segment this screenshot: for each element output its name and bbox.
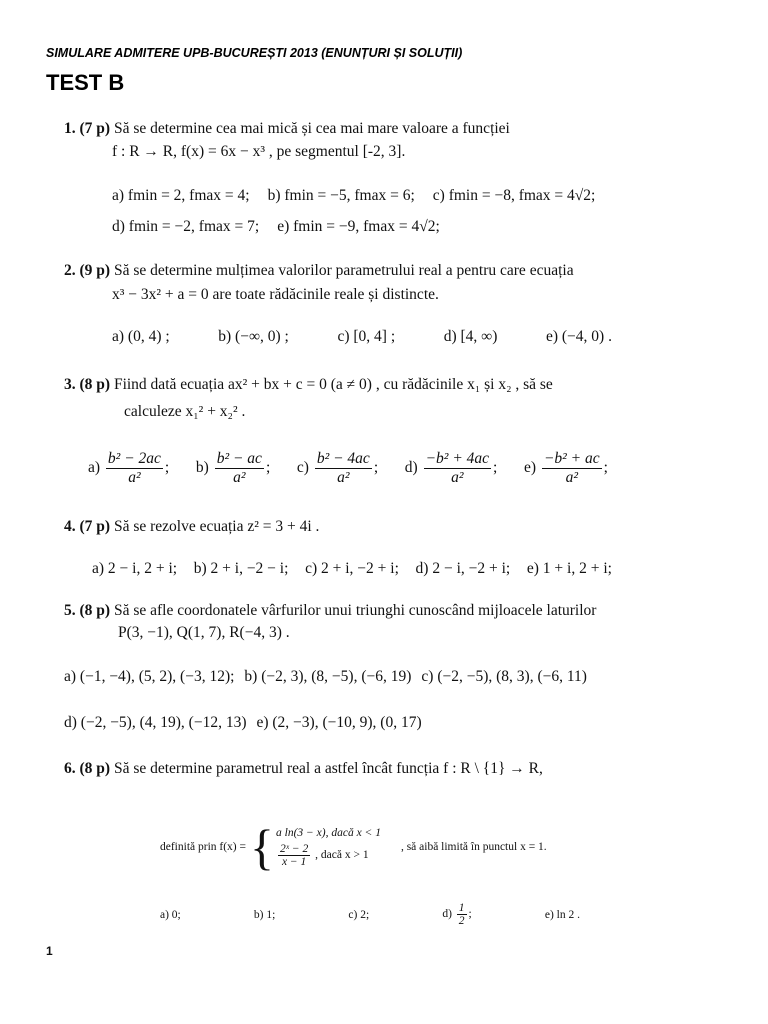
problem-number: 1. (7 p) [64, 120, 111, 137]
problem-3 [64, 376, 553, 394]
problem-text: Să se rezolve ecuația z² = 3 + 4i . [113, 518, 320, 535]
answer-option: a) (0, 4) ; [112, 328, 170, 345]
answer-option: e) (2, −3), (−10, 9), (0, 17) [256, 714, 422, 731]
answer-option: c) (−2, −5), (8, 3), (−6, 11) [421, 668, 587, 685]
problem-5-statement: P(3, −1), Q(1, 7), R(−4, 3) . [118, 624, 290, 641]
answer-option: d) fmin = −2, fmax = 7; [112, 218, 260, 235]
left-brace: { [250, 819, 274, 875]
answer-option: a) (−1, −4), (5, 2), (−3, 12); [64, 668, 235, 685]
problem-text: Să se determine parametrul real a astfel încât funcția f : R \ {1} → R, [113, 760, 543, 777]
answer-option: c) $\frac{\text{b² − 4ac}}{\text{a²}}$ ; [296, 450, 379, 486]
problem-text: Să se afle coordonatele vârfurilor unui triunghi cunoscând mijloacele laturilor [113, 602, 597, 619]
problem-3-answers [88, 450, 608, 487]
fraction: $\frac{1}{2}$ [458, 902, 465, 927]
answer-option: d) (−2, −5), (4, 19), (−12, 13) [64, 714, 247, 731]
problem-5-answers-row2 [64, 714, 422, 732]
problem-2-statement: x³ − 3x² + a = 0 are toate rădăcinile reale și distincte. [112, 286, 439, 303]
definition-prefix: definită prin f(x) = [160, 841, 246, 853]
problem-1 [64, 120, 510, 138]
answer-option: b) (−2, 3), (8, −5), (−6, 19) [244, 668, 412, 685]
answer-option: b) fmin = −5, fmax = 6; [267, 187, 415, 204]
answer-option: a) 0; [160, 908, 181, 921]
problem-4-answers [92, 560, 612, 578]
answer-option: a) $\frac{\text{b² − 2ac}}{\text{a²}}$ ; [88, 450, 170, 486]
problem-4 [64, 518, 319, 536]
problem-number: 3. (8 p) [64, 376, 111, 393]
fraction: $\frac{\text{−b² + ac}}{\text{a²}}$ [543, 450, 600, 486]
answer-option: a) fmin = 2, fmax = 4; [112, 187, 250, 204]
page-number: 1 [46, 944, 53, 958]
fraction: $\frac{\text{2ˣ − 2}}{x - 1}$ [280, 842, 309, 868]
document-header: SIMULARE ADMITERE UPB-BUCUREȘTI 2013 (ENUNȚURI ȘI SOLUȚII) [46, 46, 463, 60]
problem-2 [64, 262, 574, 280]
answer-option: a) 2 − i, 2 + i; [92, 560, 178, 577]
answer-option: c) 2; [348, 908, 370, 921]
problem-text: Fiind dată ecuația ax² + bx + c = 0 (a ≠ 0) , cu rădăcinile x₁ și x₂ , să se [113, 376, 553, 393]
case-2: $\frac{\text{2ˣ − 2}}{x - 1}$ , dacă x > 1 [280, 842, 369, 868]
problem-1-answers-row2 [112, 218, 440, 236]
fraction: $\frac{\text{b² − 2ac}}{\text{a²}}$ [107, 450, 161, 486]
problem-number: 4. (7 p) [64, 518, 111, 535]
answer-option: d) $\frac{1}{2}$ ; [442, 902, 472, 927]
problem-2-answers [112, 328, 612, 346]
answer-option: b) $\frac{\text{b² − ac}}{\text{a²}}$ ; [195, 450, 271, 486]
answer-option: d) [4, ∞) [443, 328, 498, 345]
problem-number: 6. (8 p) [64, 760, 111, 777]
problem-6-answers [160, 902, 580, 927]
answer-option: c) 2 + i, −2 + i; [305, 560, 399, 577]
problem-5 [64, 602, 596, 620]
problem-1-answers-row1 [112, 187, 595, 205]
problem-number: 5. (8 p) [64, 602, 111, 619]
answer-option: e) ln 2 . [544, 908, 580, 921]
answer-option: c) fmin = −8, fmax = 4√2; [432, 187, 596, 204]
answer-option: b) 2 + i, −2 − i; [193, 560, 289, 577]
answer-option: d) $\frac{\text{−b² + 4ac}}{\text{a²}}$ ; [404, 450, 498, 486]
piecewise-cases [276, 827, 381, 868]
fraction: $\frac{\text{−b² + 4ac}}{\text{a²}}$ [425, 450, 490, 486]
answer-option: b) (−∞, 0) ; [218, 328, 289, 345]
problem-text: Să se determine cea mai mică și cea mai mare valoare a funcției [113, 120, 510, 137]
definition-suffix: , să aibă limită în punctul x = 1. [400, 841, 547, 853]
case-1: a ln(3 − x), dacă x < 1 [276, 826, 381, 839]
answer-option: e) (−4, 0) . [545, 328, 612, 345]
problem-number: 2. (9 p) [64, 262, 111, 279]
fraction: $\frac{\text{b² − 4ac}}{\text{a²}}$ [316, 450, 370, 486]
test-title: TEST B [46, 70, 125, 95]
problem-text: Să se determine mulțimea valorilor parametrului real a pentru care ecuația [113, 262, 574, 279]
answer-option: e) fmin = −9, fmax = 4√2; [277, 218, 440, 235]
fraction: $\frac{\text{b² − ac}}{\text{a²}}$ [216, 450, 262, 486]
answer-option: b) 1; [253, 908, 276, 921]
answer-option: e) 1 + i, 2 + i; [526, 560, 612, 577]
piecewise-definition [160, 819, 547, 875]
answer-option: d) 2 − i, −2 + i; [415, 560, 511, 577]
problem-3-statement: calculeze x₁² + x₂² . [124, 403, 246, 420]
answer-option: c) [0, 4] ; [337, 328, 396, 345]
problem-1-statement: f : R → R, f(x) = 6x − x³ , pe segmentul [-2, 3]. [112, 143, 406, 160]
problem-6 [64, 760, 543, 778]
problem-5-answers-row1 [64, 668, 587, 686]
answer-option: e) $\frac{\text{−b² + ac}}{\text{a²}}$ ; [524, 450, 608, 486]
